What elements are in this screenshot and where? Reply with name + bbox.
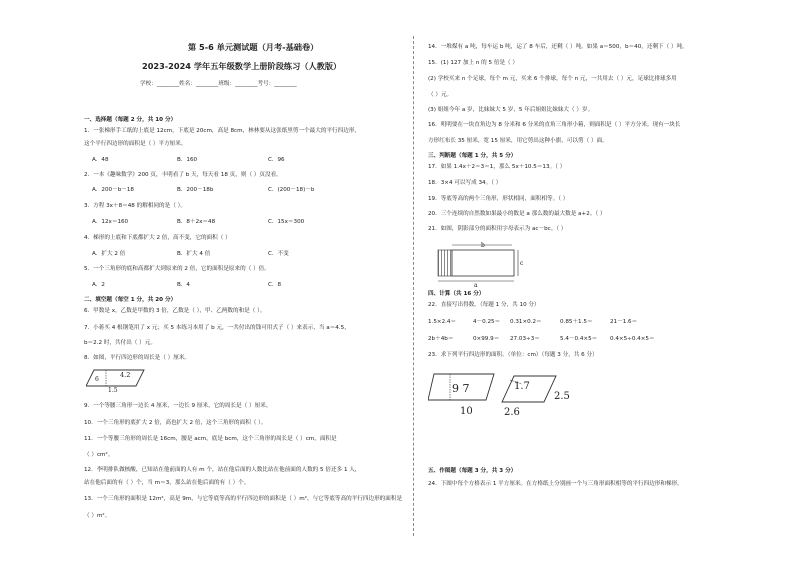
question-line-left-10: 3．方程 3x＋8＝48 的解相同的是（ ）。 <box>84 203 186 209</box>
question-line-left-28: 10．一个三角形的底扩大 2 倍，高也扩大 2 倍，这个三角形的面积（ ）。 <box>84 420 267 426</box>
question-line-left-21: C．8 <box>268 282 282 288</box>
figure-q23-parallelogram-b <box>500 372 570 418</box>
question-line-left-5: C．96 <box>268 157 285 163</box>
question-line-left-31: 12．李明排队做核酸，已知站在他前面的人有 m 个，站在他后面的人数比站在他前面的人数的 5 倍还多 1 人， <box>84 467 361 473</box>
question-line-left-17: C．不变 <box>268 251 289 257</box>
question-line-left-4: B．160 <box>177 157 198 163</box>
question-line-right-19: 21－1.6＝ <box>610 319 638 325</box>
question-line-left-8: B．200－18b <box>177 187 214 193</box>
page-subtitle: 2023-2024 学年五年级数学上册阶段练习（人教版） <box>142 61 342 71</box>
section-heading-right-26: 五、作图题（每题 3 分，共 3 分） <box>428 468 517 474</box>
question-line-right-9: 18．3×4 可以写成 34。（ ） <box>428 180 502 186</box>
section-heading-left-22: 二、填空题（每空 1 分，共 20 分） <box>84 297 177 303</box>
question-line-right-16: 4－0.25＝ <box>473 319 501 325</box>
question-line-left-7: A．200－b－18 <box>92 187 134 193</box>
fig23b-label-right: 2.5 <box>554 391 570 402</box>
question-line-left-12: B．8＋2x＝48 <box>177 219 216 225</box>
fig23a-label-top: 9 7 <box>452 382 470 395</box>
fig23b-label-top: 1.7 <box>514 381 530 392</box>
question-line-right-24: 0.4×5÷0.4×5＝ <box>610 336 655 342</box>
fig8-label-top: 4.2 <box>120 371 131 379</box>
section-heading-right-13: 四、计算（共 16 分） <box>428 291 485 297</box>
question-line-right-0: 14．一堆煤有 a 吨，每车运 b 吨，运了 8 车后，还剩（ ）吨。如果 a＝500，b＝40，还剩下（ ）吨。 <box>428 44 688 50</box>
question-line-left-26: 8．如图，平行四边形的周长是（ ）厘米。 <box>84 355 191 361</box>
question-line-right-20: 2b＋4b＝ <box>428 336 454 342</box>
question-line-left-20: B．4 <box>177 282 190 288</box>
question-line-left-24: 7．小蒋买 4 根钢笔用了 x 元；买 5 本练习本用了 b 元，一共付出的钱可用式子（ ）来表示，当 a＝4.5， <box>84 325 350 331</box>
question-line-right-3: （ ）元。 <box>428 92 453 98</box>
question-line-right-8: 17．如果 1.4x＋2＝3＝1，那么 5x＋10.5＝13。（ ） <box>428 164 566 170</box>
question-line-right-10: 19．等底等高的两个三角形，形状相同，面积相等。（ ） <box>428 196 569 202</box>
fig8-label-bottom: 1.5 <box>108 387 118 392</box>
question-line-right-2: (2) 学校买来 n 个足球，每个 m 元，买来 6 个排球，每个 n 元，一共用去（ ）元，足球比排球多用 <box>428 76 677 82</box>
question-line-left-34: （ ）m²。 <box>84 513 111 519</box>
question-line-right-22: 27.03÷3＝ <box>510 336 540 342</box>
question-line-left-33: 13．一个三角形的面积是 12m²，高是 9m，与它等底等高的平行四边形的面积是（ ）m²，与它等底等高的平行四边形的面积是 <box>84 496 403 502</box>
question-line-left-30: （ ）cm²。 <box>84 452 114 458</box>
question-line-left-27: 9．一个等腰三角形一边长 4 厘米，一边长 9 厘米，它的周长是（ ）厘米。 <box>84 403 272 409</box>
question-line-right-4: (3) 姐姐今年 a 岁，比妹妹大 5 岁，5 年后姐姐比妹妹大（ ）岁。 <box>428 107 594 113</box>
figure-q8-parallelogram <box>86 366 148 392</box>
fig8-label-left: 6 <box>95 376 99 383</box>
question-line-left-23: 6．甲数是 x，乙数是甲数的 3 倍，乙数是（ ），甲、乙两数的和是（ ）。 <box>84 308 266 314</box>
question-line-left-15: A．扩大 2 倍 <box>92 251 126 257</box>
question-line-left-25: b＝2.2 时，共付出（ ）元。 <box>84 340 156 346</box>
question-line-right-25: 23．求下列平行四边形的面积。（单位：cm）（每题 3 分，共 6 分） <box>428 352 598 358</box>
student-info-line: 学校：________姓名：________班级：________考号：________ <box>140 81 297 87</box>
question-line-left-16: B．扩大 4 倍 <box>177 251 211 257</box>
question-line-right-17: 0.31×0.2＝ <box>510 319 542 325</box>
question-line-left-13: C．15x＝300 <box>268 219 305 225</box>
section-heading-right-7: 三、判断题（每题 1 分，共 5 分） <box>428 153 517 159</box>
question-line-right-15: 1.5×2.4＝ <box>428 319 457 325</box>
fig23b-label-bottom: 2.6 <box>504 407 520 418</box>
question-line-left-9: C．(200－18)－b <box>268 187 315 193</box>
question-line-left-32: 站在他后面的有（ ）个，当 m＝3，那么站在他后面的有（ ）个。 <box>84 480 250 486</box>
figure-q23-parallelogram-a <box>428 370 500 416</box>
question-line-right-11: 20．三个连续的自然数如果最小的数是 a 那么数的最大数是 a+2。（ ） <box>428 211 606 217</box>
question-line-left-1: 1．一张梯形手工纸的上底是 12cm，下底是 20cm，高是 8cm，林林要从这张纸里剪一个最大的平行四边形， <box>84 128 361 134</box>
question-line-right-12: 21．如图，阴影部分的面积用字母表示为 ac－bc。（ ） <box>428 226 567 232</box>
question-line-right-18: 0.85＋1.5＝ <box>560 319 593 325</box>
question-line-right-5: 16．明明要在一块直角边为 8 分米和 6 分米的直角三角形小箱，则面积是（ ）平方分米。现有一块长 <box>428 122 681 128</box>
question-line-right-1: 15．(1) 127 加上 n 的 5 倍是（ ） <box>428 60 519 66</box>
page-title: 第 5-6 单元测试题（月考-基础卷） <box>188 42 319 52</box>
fig21-label-b: b <box>481 242 485 249</box>
question-line-left-18: 5．一个三角形的底和高都扩大到原来的 2 倍，它的面积是原来的（ ）倍。 <box>84 266 270 272</box>
question-line-left-11: A．12x＝160 <box>92 219 129 225</box>
question-line-left-29: 11．一个等腰三角形的周长是 16cm，腰是 acm，底是 bcm，这个三角形的周长是（ ）cm，面积是 <box>84 436 337 442</box>
question-line-right-21: 0×99.9＝ <box>473 336 500 342</box>
question-line-left-14: 4．梯形的上底和下底都扩大 2 倍，高不变，它的面积（ ） <box>84 235 231 241</box>
question-line-right-6: 方形红布长 35 厘米，宽 15 厘米，用它剪出这种小旗，可以剪（ ）面。 <box>428 138 608 144</box>
fig21-label-c: c <box>520 260 524 267</box>
question-line-right-27: 24．下图中每个方格表示 1 平方厘米。在方格纸上分别画一个与三角形面积相等的平行四边形和梯形。 <box>428 481 683 487</box>
column-divider <box>413 36 414 536</box>
section-heading-left-0: 一、选择题（每题 2 分，共 10 分） <box>84 117 177 123</box>
question-line-left-3: A．48 <box>92 157 109 163</box>
fig21-label-a: a <box>474 282 478 288</box>
question-line-left-19: A．2 <box>92 282 105 288</box>
question-line-left-2: 这个平行四边形的面积是（ ）平方厘米。 <box>84 141 187 147</box>
question-line-right-23: 5.4－0.4×5＝ <box>560 336 598 342</box>
fig23a-label-bottom: 10 <box>460 406 473 416</box>
question-line-right-14: 22．直接写出得数。（每题 1 分，共 10 分） <box>428 302 540 308</box>
figure-q21-rectangle <box>434 240 526 288</box>
question-line-left-6: 2．一本《趣味数学》200 页，丰明看了 b 天，每天看 18 页，则（ ）页没看。 <box>84 172 282 178</box>
